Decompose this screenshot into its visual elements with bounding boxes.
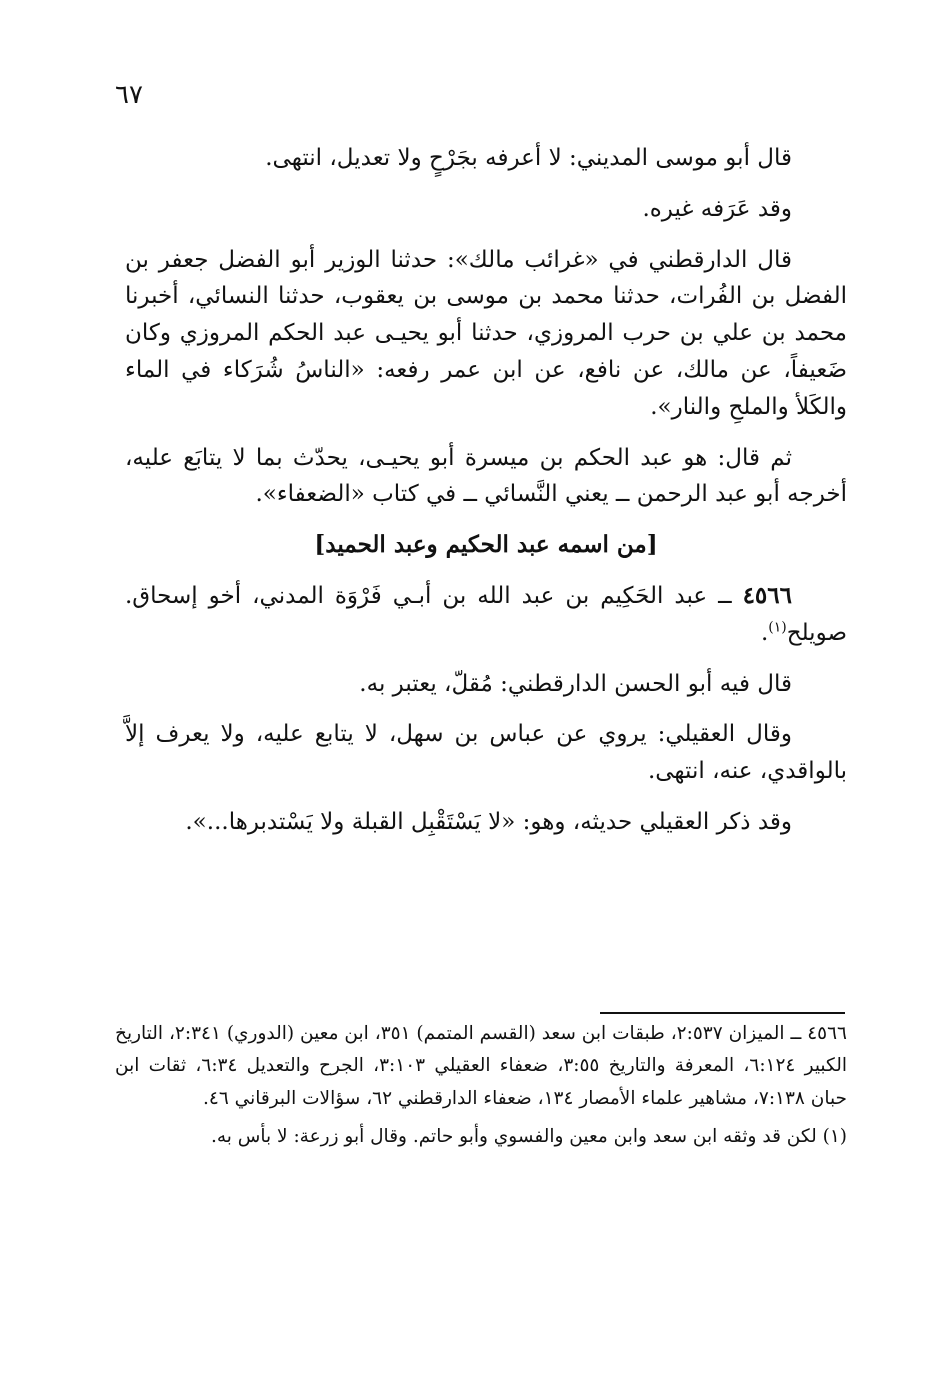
entry-text: ــ عبد الحَكِيم بن عبد الله بن أبـي فَرْوَة المدني، أخو إسحاق. صويلح: [125, 582, 847, 646]
paragraph-uqayli: وقال العقيلي: يروي عن عباس بن سهل، لا يتابع عليه، ولا يعرف إلاَّ بالواقدي، عنه، انتهى.: [125, 721, 847, 785]
footnotes: [115, 1018, 847, 1160]
paragraph-abd-al-hakam: ثم قال: هو عبد الحكم بن ميسرة أبو يحيـى، يحدّث بما لا يتابَع عليه، أخرجه أبو عبد الرحمن ــ يعني النَّسائي ــ في كتاب «الضعفاء».: [125, 444, 847, 508]
paragraph-daraqutni-hadith: قال الدارقطني في «غرائب مالك»: حدثنا الوزير أبو الفضل جعفر بن الفضل بن الفُرات، حدثنا محمد بن موسى بن يعقوب، حدثنا النسائي، أخبرنا محمد بن علي بن حرب المروزي، حدثنا أبو يحيـى عبد الحكم المروزي وكان ضَعيفاً، عن مالك، عن نافع، عن ابن عمر رفعه: «الناسُ شُرَكاء في الماء والكَلأ والملحِ والنار».: [125, 246, 847, 420]
paragraph-hadith-qibla: وقد ذكر العقيلي حديثه، وهو: «لا يَسْتَقْبِل القبلة ولا يَسْتدبرها...».: [185, 808, 792, 835]
paragraph-abu-musa: قال أبو موسى المديني: لا أعرفه بجَرْحٍ ولا تعديل، انتهى.: [265, 145, 792, 171]
entry-number: ٤٥٦٦: [742, 581, 792, 609]
paragraph-muqill: قال فيه أبو الحسن الدارقطني: مُقلّ، يعتبر به.: [359, 670, 792, 697]
footnote-reference: (١): [768, 619, 787, 636]
footnote-sources: ٤٥٦٦ ــ الميزان ٢:٥٣٧، طبقات ابن سعد (القسم المتمم) ٣٥١، ابن معين (الدوري) ٢:٣٤١، التاريخ الكبير ٦:١٢٤، المعرفة والتاريخ ٣:٥٥، ضعفاء العقيلي ٣:١٠٣، الجرح والتعديل ٦:٣٤، ثقات ابن حبان ٧:١٣٨، مشاهير علماء الأمصار ١٣٤، ضعفاء الدارقطني ٦٢، سؤالات البرقاني ٤٦.: [115, 1023, 847, 1109]
main-text: [125, 140, 847, 855]
entry-end: .: [760, 619, 769, 646]
page-number: ٦٧: [115, 80, 143, 110]
footnote-separator: [600, 1012, 845, 1014]
entry-4566: [125, 578, 847, 652]
footnote-1: (١) لكن قد وثقه ابن سعد وابن معين والفسوي وأبو حاتم. وقال أبو زرعة: لا بأس به.: [210, 1126, 847, 1148]
section-heading: [من اسمه عبد الحكيم وعبد الحميد]: [314, 531, 658, 559]
paragraph-arafahu: وقد عَرَفه غيره.: [642, 195, 792, 222]
